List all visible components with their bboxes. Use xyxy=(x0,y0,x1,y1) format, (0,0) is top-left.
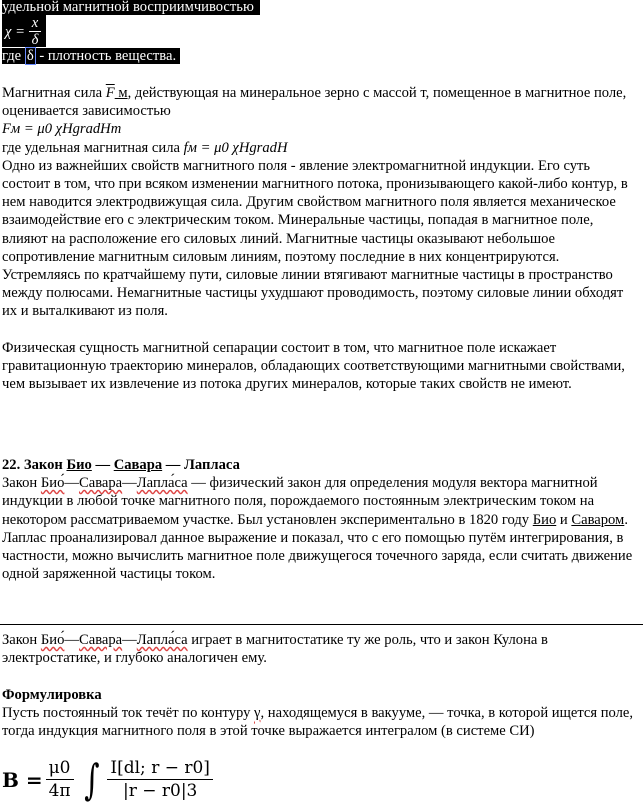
biot-savart-formula xyxy=(2,754,216,804)
link-bio[interactable]: Био xyxy=(532,511,557,528)
top-highlighted-block xyxy=(2,0,260,65)
section-heading: 22. Закон Био — Савара — Лапласа xyxy=(2,457,240,473)
magnetic-force-paragraph: Магнитная сила $\overline{F}$ м, действующая на минеральное зерно с массой т, помещенное в магнитное поле, оценивается зависимостью xyxy=(2,85,627,120)
formula-Fm: Fм = μ0 χHgradHm xyxy=(2,121,122,138)
biot-savart-definition: Закон Био́—Савара—Лапла́са — физический закон для определения модуля вектора магнитной индукции в любой точке магнитного поля, порождаемого постоянным электрическим током на некотором рассматриваемом участке. Был установлен экспериментально в 1820 году Био и Саваром. Лаплас проанализировал данное выражение и показал, что с его помощью путём интегрирования, в частности, можно вычислить магнитное поле движущегося точечного заряда, если считать движение одной заряженной частицы током. xyxy=(2,475,633,583)
formulation-heading: Формулировка xyxy=(2,686,102,703)
chi-formula: χ = x δ xyxy=(2,15,46,47)
link-savar[interactable]: Саваром xyxy=(571,511,625,528)
analogy-paragraph: Закон Био́—Савара—Лапла́са играет в магнитостатике ту же роль, что и закон Кулона в электростатике, и глубоко аналогичен ему. xyxy=(2,632,548,667)
chi-numerator: x xyxy=(31,15,39,31)
formulation-paragraph: Пусть постоянный ток течёт по контуру γ, находящемуся в вакууме, — точка, в которой ищется поле, тогда индукция магнитного поля в этой точке выражается интегралом (в системе СИ) xyxy=(2,704,634,739)
chi-denominator: δ xyxy=(31,32,39,48)
separation-paragraph: Физическая сущность магнитной сепарации состоит в том, что магнитное поле искажает гравитационную траекторию минералов, обладающих соответствующими магнитными свойствами, чем вызывает их извлечение из потока других минералов, которые таких свойств не имеют. xyxy=(2,339,625,393)
mu-over-4pi: $\frac{\mu 0}{4\pi}$ xyxy=(46,758,74,801)
biot-savart-section xyxy=(2,456,637,583)
delta-symbol: δ xyxy=(26,48,34,64)
divider-line xyxy=(0,624,643,625)
formula-fm-line: где удельная магнитная сила fм = μ0 χHgradH xyxy=(2,139,288,156)
magnetic-force-section xyxy=(2,84,637,393)
lower-section xyxy=(2,631,637,740)
integrand: $\frac{I[dl; r - r0]}{|r - r0|3}$ xyxy=(107,758,213,801)
integral-sign: ∫ xyxy=(83,754,100,804)
density-caption: где δ - плотность вещества. xyxy=(2,48,180,64)
susceptibility-caption: удельной магнитной восприимчивостью xyxy=(2,0,260,15)
induction-paragraph: Одно из важнейших свойств магнитного поля - явление электромагнитной индукции. Его суть состоит в том, что при всяком изменении магнитного потока, пронизывающего какой-либо контур, в нем наводится электродвижущая сила. Другим свойством магнитного поля является механическое взаимодействие его с электрическим током. Минеральные частицы, попадая в магнитное поле, влияют на расположение его силовых линий. Магнитные частицы оказывают небольшое сопротивление магнитным силовым линиям, поэтому последние в них концентрируются. Устремляясь по кратчайшему пути, силовые линии втягивают магнитные частицы в пространство между полюсами. Немагнитные частицы ухудшают проводимость, поэтому силовые линии обходят их и выталкивают из поля. xyxy=(2,157,628,320)
formula-lhs: B = xyxy=(2,767,43,792)
